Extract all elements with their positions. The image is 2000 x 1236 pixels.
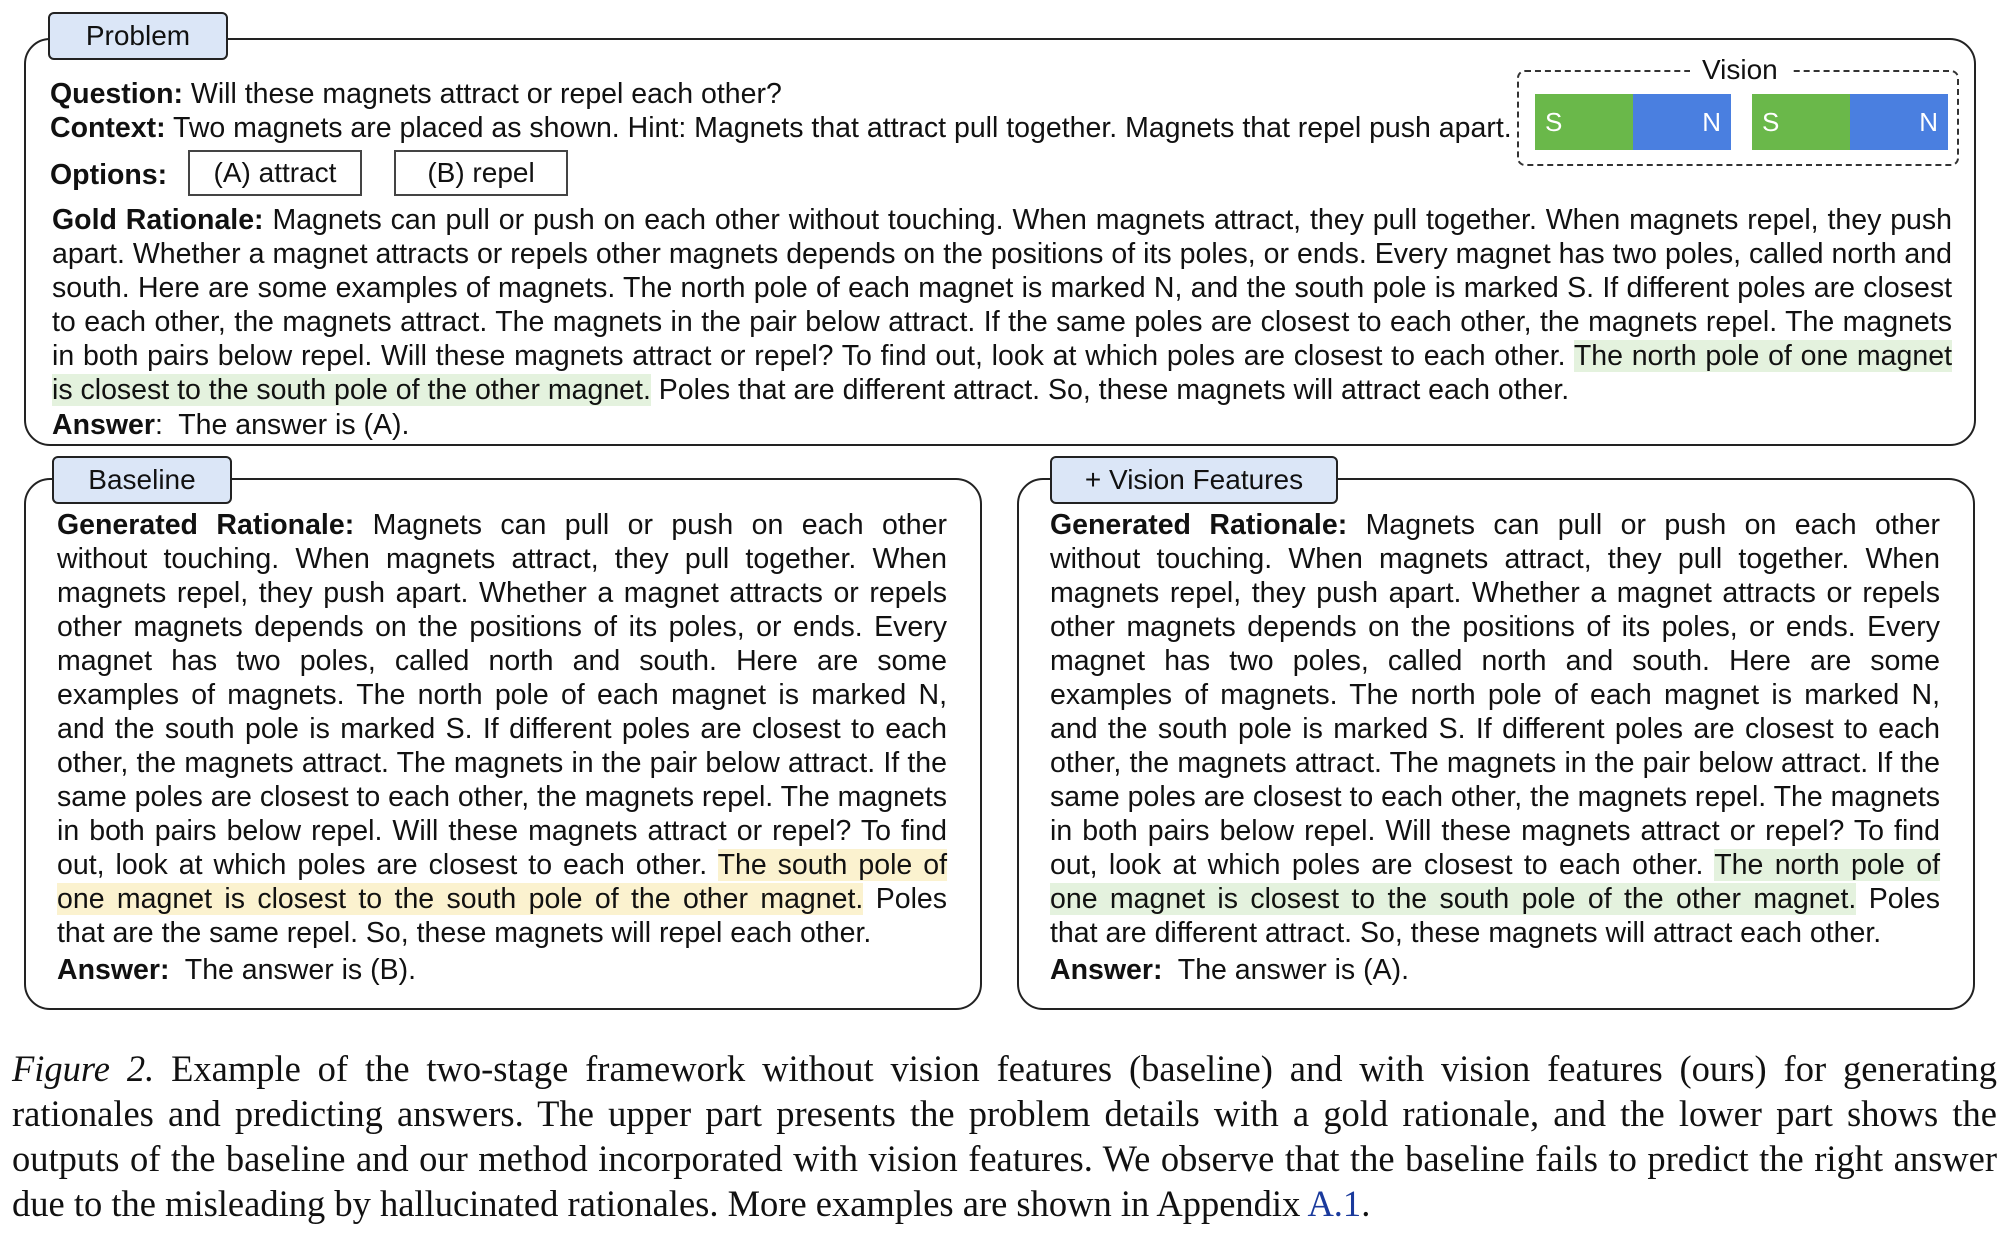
option-a: (A) attract (188, 150, 362, 196)
vision-features-answer-line (1050, 953, 1409, 987)
baseline-plain-text: Magnets can pull or push on each other without touching. When magnets attract, they pull together. When magnets repel, they push apart. Whether a magnet attracts or repels other magnets depends on the positions of its poles, or ends. Every magnet has two poles, called north and south. Here are some examples of magnets. The north pole of each magnet is marked N, and the south pole is marked S. If different poles are closest to each other, the magnets attract. The magnets in the pair below attract. If the same poles are closest to each other, the magnets repel. The magnets in both pairs below repel. Will these magnets attract or repel? To find out, look at which poles are closest to each other. (57, 509, 947, 881)
baseline-answer-label: Answer: (57, 954, 170, 986)
magnet-2-north-label: N (1919, 107, 1938, 137)
option-b: (B) repel (394, 150, 568, 196)
context-text: Two magnets are placed as shown. Hint: Magnets that attract pull together. Magnets that repel push apart. (172, 112, 1512, 144)
magnet-2-north (1850, 94, 1948, 150)
vision-features-rationale (1050, 508, 1940, 950)
baseline-tab: Baseline (52, 456, 232, 504)
vision-features-label: Generated Rationale: (1050, 509, 1348, 541)
problem-tab: Problem (48, 12, 228, 60)
question-label: Question: (50, 78, 183, 110)
question-text: Will these magnets attract or repel each other? (190, 78, 782, 110)
baseline-tail-text: Poles that are the same repel. So, these magnets will repel each other. (57, 883, 947, 949)
vision-features-answer-text: The answer is (A). (1177, 954, 1410, 986)
vision-features-tail-text: Poles that are different attract. So, these magnets will attract each other. (1050, 883, 1940, 949)
problem-answer-label: Answer (52, 409, 155, 441)
figure-label: Figure 2. (12, 1048, 155, 1089)
magnet-1-south (1535, 94, 1633, 150)
gold-label: Gold Rationale: (52, 204, 264, 236)
figure-caption (12, 1046, 1997, 1226)
magnet-2-south-label: S (1762, 107, 1780, 137)
magnet-2-south (1752, 94, 1850, 150)
baseline-label: Generated Rationale: (57, 509, 355, 541)
caption-end: . (1361, 1183, 1371, 1224)
baseline-answer-line (57, 953, 416, 987)
gold-tail-text: Poles that are different attract. So, these magnets will attract each other. (658, 374, 1570, 406)
vision-features-plain-text: Magnets can pull or push on each other without touching. When magnets attract, they pull together. When magnets repel, they push apart. Whether a magnet attracts or repels other magnets depends on the positions of its poles, or ends. Every magnet has two poles, called north and south. Here are some examples of magnets. The north pole of each magnet is marked N, and the south pole is marked S. If different poles are closest to each other, the magnets attract. The magnets in the pair below attract. If the same poles are closest to each other, the magnets repel. The magnets in both pairs below repel. Will these magnets attract or repel? To find out, look at which poles are closest to each other. (1050, 509, 1940, 881)
baseline-answer-text: The answer is (B). (184, 954, 417, 986)
vision-features-tab: + Vision Features (1050, 456, 1338, 504)
magnet-1-north-label: N (1702, 107, 1721, 137)
gold-highlight: The north pole of one magnet is closest to the south pole of the other magnet. (52, 340, 1952, 406)
vision-label: Vision (1690, 53, 1790, 87)
options-label: Options: (50, 159, 168, 191)
magnet-1-north (1633, 94, 1731, 150)
question-line (50, 77, 782, 111)
baseline-rationale (57, 508, 947, 950)
context-label: Context: (50, 112, 166, 144)
vision-features-highlight: The north pole of one magnet is closest to the south pole of the other magnet. (1050, 849, 1940, 915)
baseline-highlight: The south pole of one magnet is closest to the south pole of the other magnet. (57, 849, 947, 915)
problem-answer-line: Answer: The answer is (A). (52, 409, 410, 441)
gold-rationale (52, 203, 1952, 407)
magnet-1-south-label: S (1545, 107, 1563, 137)
vision-features-answer-label: Answer: (1050, 954, 1163, 986)
problem-answer-text: The answer is (A). (178, 409, 410, 441)
context-line (50, 111, 1512, 145)
gold-plain-text: Magnets can pull or push on each other without touching. When magnets attract, they pull together. When magnets repel, they push apart. Whether a magnet attracts or repels other magnets depends on the positions of its poles, or ends. Every magnet has two poles, called north and south. Here are some examples of magnets. The north pole of each magnet is marked N, and the south pole is marked S. If different poles are closest to each other, the magnets attract. The magnets in the pair below attract. If the same poles are closest to each other, the magnets repel. The magnets in both pairs below repel. Will these magnets attract or repel? To find out, look at which poles are closest to each other. (52, 204, 1953, 372)
caption-text: Example of the two-stage framework without vision features (baseline) and with vision features (ours) for generating rationales and predicting answers. The upper part presents the problem details with a gold rationale, and the lower part shows the outputs of the baseline and our method incorporated with vision features. We observe that the baseline fails to predict the right answer due to the misleading by hallucinated rationales. More examples are shown in Appendix (12, 1048, 1997, 1224)
appendix-link[interactable]: A.1 (1307, 1183, 1362, 1224)
